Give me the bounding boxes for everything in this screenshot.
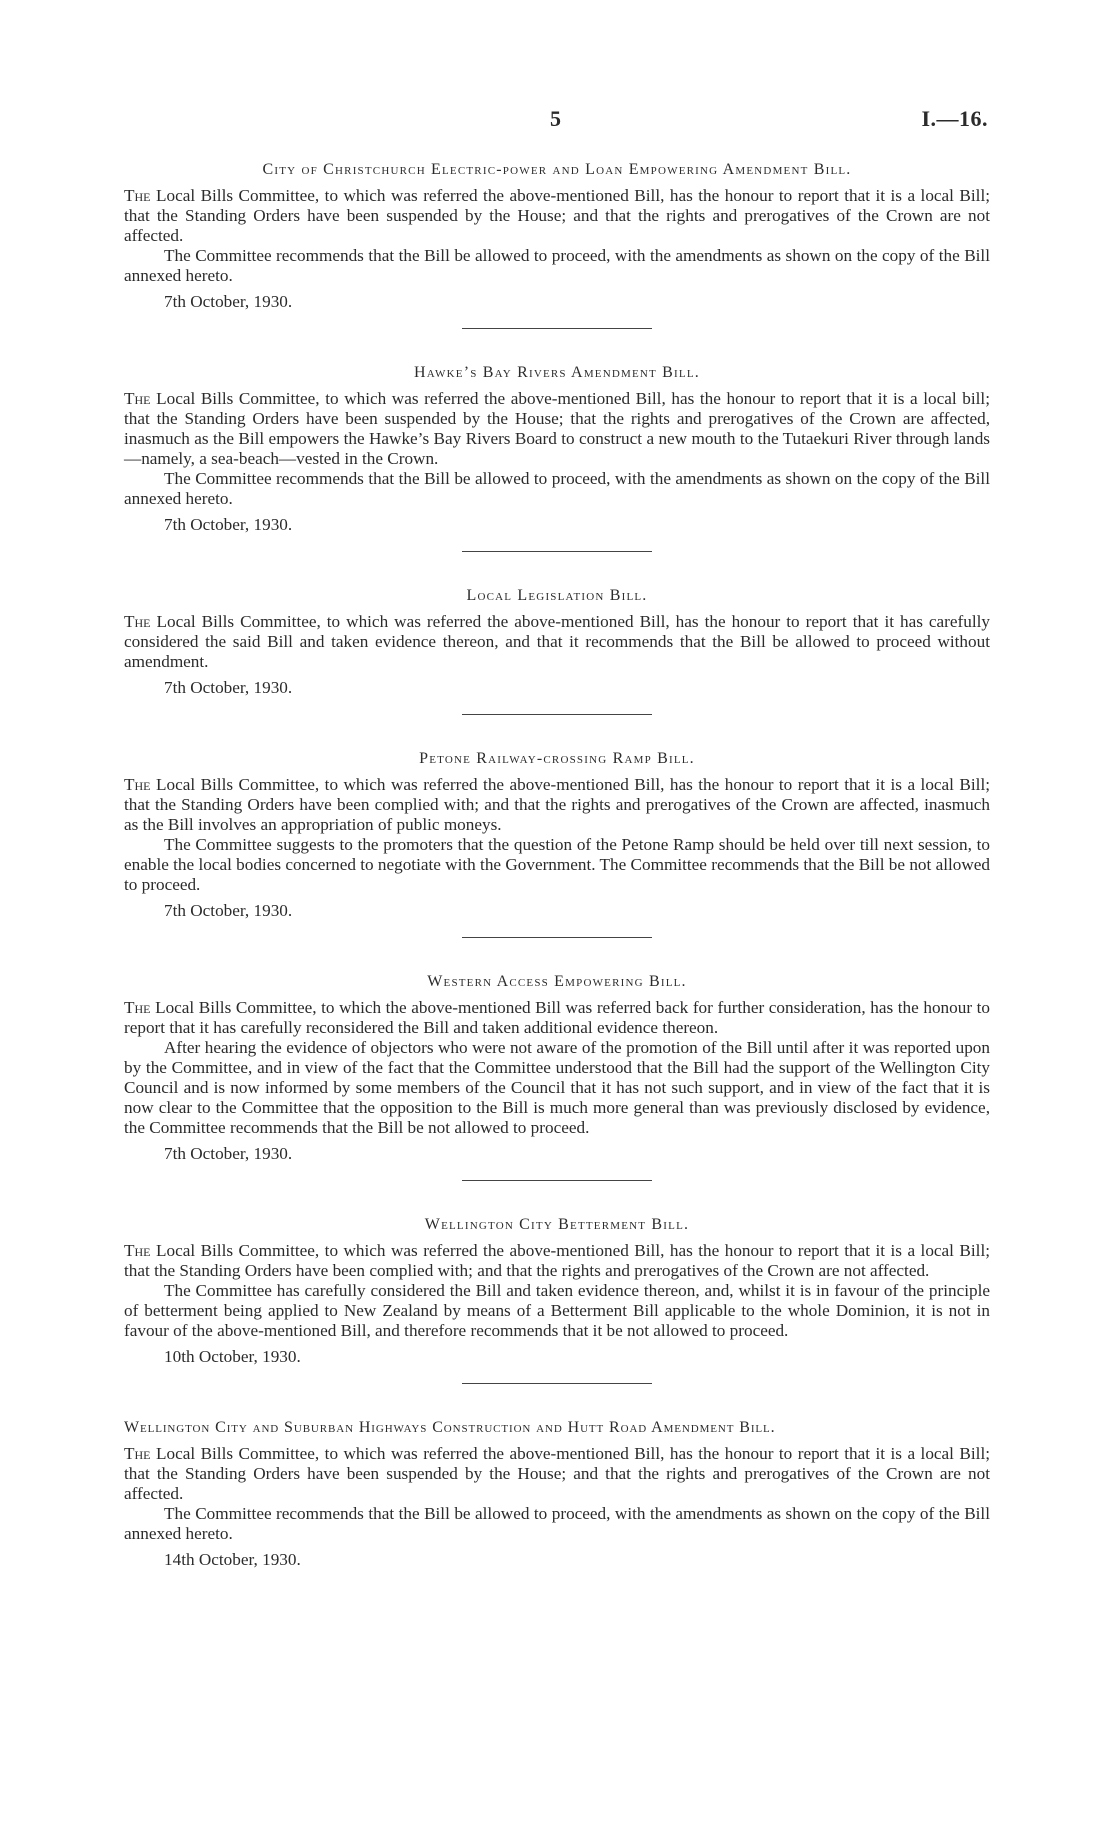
- bill-title: Wellington City and Suburban Highways Construction and Hutt Road Amendment Bill.: [124, 1419, 776, 1436]
- bill-title: Petone Railway-crossing Ramp Bill.: [419, 750, 695, 767]
- paragraph-text: The Committee suggests to the promoters that the question of the Petone Ramp should be held over till next session, to enable the local bodies concerned to negotiate with the Government. The Committee recommends that the Bill be not allowed to proceed.: [124, 835, 990, 894]
- bill-title: Wellington City Betterment Bill.: [424, 1216, 690, 1233]
- report-section: [124, 972, 990, 1164]
- report-paragraph: [124, 775, 990, 835]
- report-paragraph: [124, 835, 990, 895]
- report-list: [124, 160, 990, 1570]
- report-date: 7th October, 1930.: [164, 1144, 293, 1163]
- paragraph-text: Local Bills Committee, to which was referred the above-mentioned Bill, has the honour to report that it is a local Bill; that the Standing Orders have been complied with; and that the rights and prerogatives of the Crown are not affected.: [124, 1241, 990, 1280]
- paragraph-text: Local Bills Committee, to which was referred the above-mentioned Bill, has the honour to report that it is a local Bill; that the Standing Orders have been suspended by the House; and that the rights and prerogatives of the Crown are not affected.: [124, 186, 990, 245]
- section-divider: [462, 714, 652, 715]
- report-paragraph: [124, 1504, 990, 1544]
- section-divider: [462, 1180, 652, 1181]
- paragraph-lead: The: [124, 1444, 151, 1463]
- page-header: [0, 106, 1114, 136]
- report-paragraph: [124, 612, 990, 672]
- paragraph-text: The Committee recommends that the Bill be allowed to proceed, with the amendments as shown on the copy of the Bill annexed hereto.: [124, 246, 990, 285]
- bill-title: City of Christchurch Electric-power and Loan Empowering Amendment Bill.: [262, 161, 852, 178]
- report-paragraph: [124, 998, 990, 1038]
- paragraph-text: The Committee recommends that the Bill be allowed to proceed, with the amendments as shown on the copy of the Bill annexed hereto.: [124, 469, 990, 508]
- paragraph-text: The Committee has carefully considered the Bill and taken evidence thereon, and, whilst it is in favour of the principle of betterment being applied to New Zealand by means of a Betterment Bill applicable to the whole Dominion, it is not in favour of the above-mentioned Bill, and therefore recommends that it be not allowed to proceed.: [124, 1281, 990, 1340]
- report-paragraph: [124, 1281, 990, 1341]
- paragraph-lead: The: [124, 1241, 151, 1260]
- paragraph-text: Local Bills Committee, to which was referred the above-mentioned Bill, has the honour to report that it is a local bill; that the Standing Orders have been suspended by the House; that the rights and prerogatives of the Crown are affected, inasmuch as the Bill empowers the Hawke’s Bay Rivers Board to construct a new mouth to the Tutaekuri River through lands—namely, a sea-beach—vested in the Crown.: [124, 389, 990, 468]
- report-paragraph: [124, 1038, 990, 1138]
- bill-title: Local Legislation Bill.: [466, 587, 648, 604]
- report-section: [124, 363, 990, 535]
- report-paragraph: [124, 1444, 990, 1504]
- report-date: 7th October, 1930.: [164, 678, 293, 697]
- report-paragraph: [124, 246, 990, 286]
- document-reference: I.—16.: [921, 106, 988, 131]
- page-number: 5: [550, 106, 561, 131]
- bill-title: Western Access Empowering Bill.: [427, 973, 687, 990]
- paragraph-text: Local Bills Committee, to which was referred the above-mentioned Bill, has the honour to report that it is a local Bill; that the Standing Orders have been complied with; and that the rights and prerogatives of the Crown are affected, inasmuch as the Bill involves an appropriation of public moneys.: [124, 775, 990, 834]
- paragraph-text: After hearing the evidence of objectors who were not aware of the promotion of the Bill until after it was reported upon by the Committee, and in view of the fact that the Committee understood that the Bill had the support of the Wellington City Council and is now informed by some members of the Council that it has not such support, and in view of the fact that it is now clear to the Committee that the opposition to the Bill is much more general than was previously disclosed by evidence, the Committee recommends that the Bill be not allowed to proceed.: [124, 1038, 990, 1137]
- report-paragraph: [124, 389, 990, 469]
- paragraph-text: Local Bills Committee, to which was referred the above-mentioned Bill, has the honour to report that it is a local Bill; that the Standing Orders have been suspended by the House; and that the rights and prerogatives of the Crown are not affected.: [124, 1444, 990, 1503]
- section-divider: [462, 937, 652, 938]
- paragraph-lead: The: [124, 775, 151, 794]
- section-divider: [462, 328, 652, 329]
- section-divider: [462, 1383, 652, 1384]
- section-divider: [462, 551, 652, 552]
- report-section: [124, 749, 990, 921]
- paragraph-lead: The: [124, 612, 151, 631]
- bill-title: Hawke’s Bay Rivers Amendment Bill.: [414, 364, 700, 381]
- report-date: 7th October, 1930.: [164, 901, 293, 920]
- report-section: [124, 1215, 990, 1367]
- paragraph-text: Local Bills Committee, to which was referred the above-mentioned Bill, has the honour to report that it has carefully considered the said Bill and taken evidence thereon, and that it recommends that the Bill be allowed to proceed without amendment.: [124, 612, 990, 671]
- report-date: 7th October, 1930.: [164, 515, 293, 534]
- paragraph-lead: The: [124, 998, 151, 1017]
- paragraph-text: The Committee recommends that the Bill be allowed to proceed, with the amendments as shown on the copy of the Bill annexed hereto.: [124, 1504, 990, 1543]
- report-section: [124, 586, 990, 698]
- report-paragraph: [124, 469, 990, 509]
- paragraph-lead: The: [124, 186, 151, 205]
- report-section: [124, 160, 990, 312]
- report-date: 10th October, 1930.: [164, 1347, 301, 1366]
- report-paragraph: [124, 1241, 990, 1281]
- paragraph-lead: The: [124, 389, 151, 408]
- report-date: 7th October, 1930.: [164, 292, 293, 311]
- report-date: 14th October, 1930.: [164, 1550, 301, 1569]
- report-section: [124, 1418, 990, 1570]
- report-paragraph: [124, 186, 990, 246]
- paragraph-text: Local Bills Committee, to which the above-mentioned Bill was referred back for further consideration, has the honour to report that it has carefully reconsidered the Bill and taken additional evidence thereon.: [124, 998, 990, 1037]
